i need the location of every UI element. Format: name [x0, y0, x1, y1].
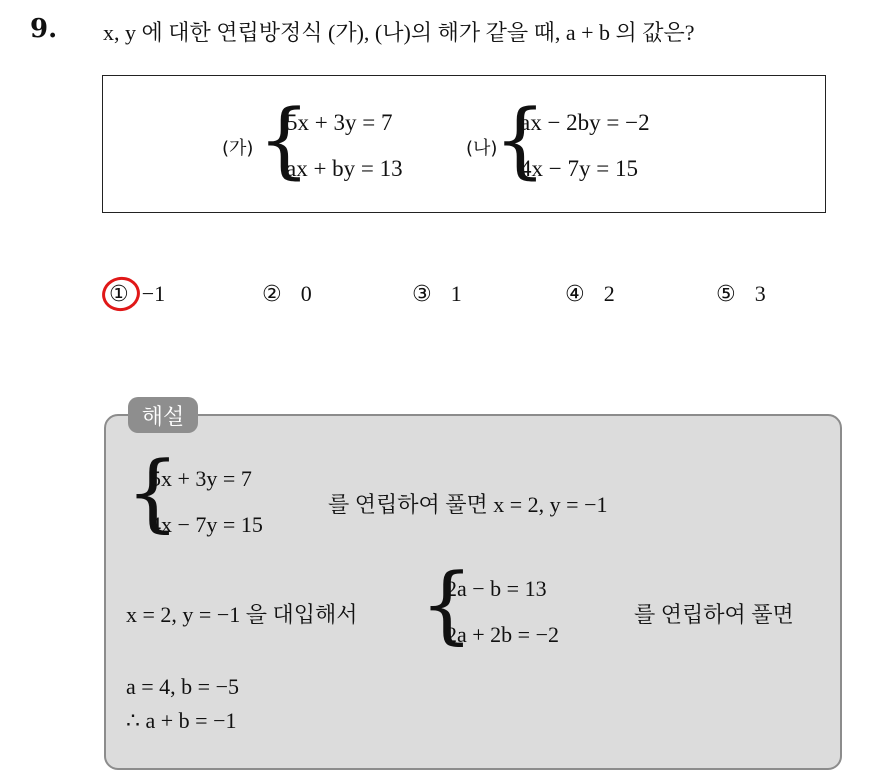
choice-value: 1	[450, 281, 462, 306]
choice-3[interactable]	[412, 281, 462, 307]
left-brace-icon: {	[258, 93, 311, 188]
choice-4[interactable]	[565, 281, 615, 307]
solution-sys2-eq1: 2a − b = 13	[446, 576, 547, 601]
choice-symbol: ③	[412, 282, 432, 307]
system-label-ga: (가)	[222, 138, 254, 159]
system-na-eq2: 4x − 7y = 15	[520, 156, 638, 181]
choice-symbol: ②	[262, 282, 282, 307]
system-ga-eq1: 5x + 3y = 7	[286, 110, 393, 135]
equation-system-box	[102, 75, 826, 213]
solution-tag: 해설	[128, 397, 198, 433]
solution-line4: ∴ a + b = −1	[126, 708, 237, 733]
solution-sys1-eq1: 5x + 3y = 7	[150, 466, 252, 491]
choice-value: −1	[141, 281, 166, 306]
choice-5[interactable]	[716, 281, 766, 307]
system-ga-eq2: ax + by = 13	[286, 156, 403, 181]
left-brace-icon: {	[420, 555, 474, 653]
solution-line2-prefix: x = 2, y = −1 을 대입해서	[126, 602, 358, 627]
solution-sys2-eq2: 2a + 2b = −2	[446, 622, 559, 647]
solution-sys1-eq2: 4x − 7y = 15	[150, 512, 263, 537]
question-number: 9.	[30, 14, 58, 44]
choice-1[interactable]	[109, 281, 165, 307]
choice-value: 2	[603, 281, 615, 306]
choice-value: 3	[754, 281, 766, 306]
choice-value: 0	[300, 281, 312, 306]
choice-symbol: ④	[565, 282, 585, 307]
question-text: x, y 에 대한 연립방정식 (가), (나)의 해가 같을 때, a + b 의 값은?	[103, 20, 695, 45]
solution-line1-text: 를 연립하여 풀면 x = 2, y = −1	[328, 492, 608, 517]
choice-symbol: ⑤	[716, 282, 736, 307]
system-label-na: (나)	[466, 138, 498, 159]
system-na-eq1: ax − 2by = −2	[520, 110, 650, 135]
solution-line2-suffix: 를 연립하여 풀면	[634, 602, 794, 627]
left-brace-icon: {	[126, 443, 180, 541]
choice-symbol: ①	[109, 282, 129, 307]
left-brace-icon: {	[494, 93, 547, 188]
solution-line3: a = 4, b = −5	[126, 674, 239, 699]
choice-2[interactable]	[262, 281, 312, 307]
